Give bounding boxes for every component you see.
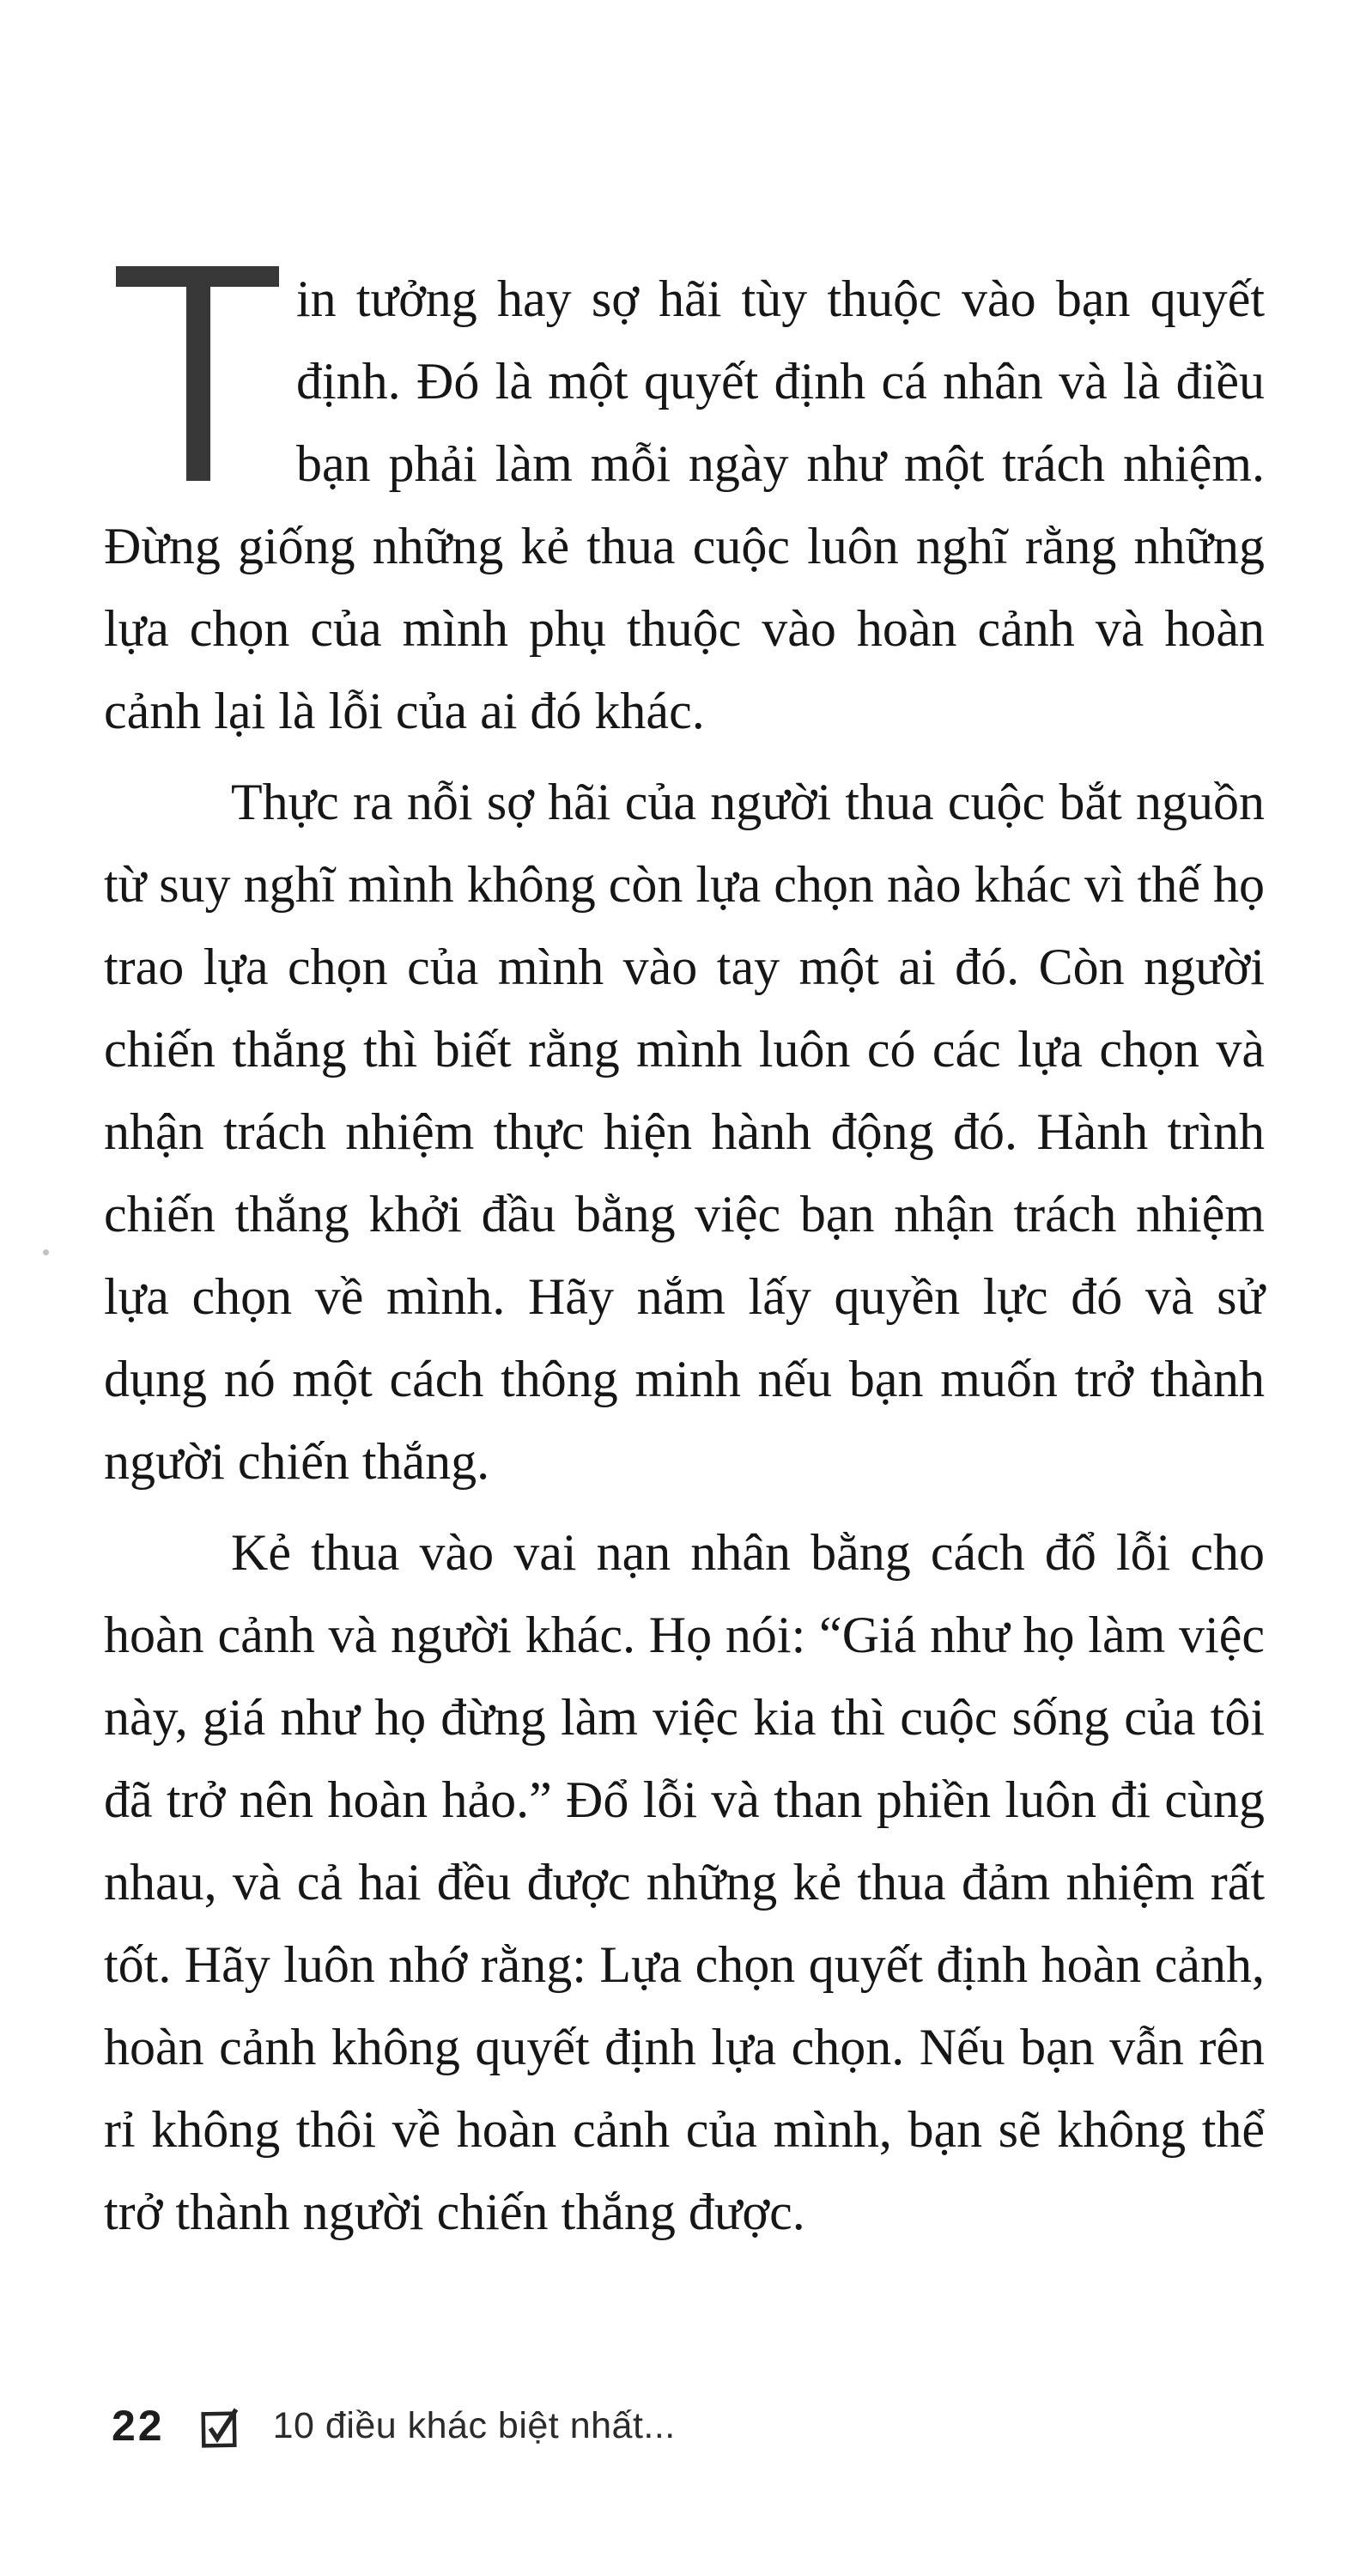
book-title: 10 điều khác biệt nhất... — [272, 2404, 676, 2446]
drop-cap-T — [116, 266, 284, 488]
drop-cap-crossbar — [116, 266, 279, 287]
scan-speck — [43, 1249, 49, 1255]
paragraph-1 — [104, 258, 1265, 752]
paragraph-2: Thực ra nỗi sợ hãi của người thua cuộc bắt nguồn từ suy nghĩ mình không còn lựa chọn nào khác vì thế họ trao lựa chọn của mình vào tay một ai đó. Còn người chiến thắng thì biết rằng mình luôn có các lựa chọn và nhận trách nhiệm thực hiện hành động đó. Hành trình chiến thắng khởi đầu bằng việc bạn nhận trách nhiệm lựa chọn về mình. Hãy nắm lấy quyền lực đó và sử dụng nó một cách thông minh nếu bạn muốn trở thành người chiến thắng. — [104, 774, 1265, 1490]
page-body — [104, 258, 1265, 2253]
page-footer — [112, 2401, 676, 2451]
paragraph-1-text: in tưởng hay sợ hãi tùy thuộc vào bạn quyết định. Đó là một quyết định cá nhân và là điều bạn phải làm mỗi ngày như một trách nhiệm. Đừng giống những kẻ thua cuộc luôn nghĩ rằng những lựa chọn của mình phụ thuộc vào hoàn cảnh và hoàn cảnh lại là lỗi của ai đó khác. — [104, 270, 1265, 739]
paragraph-3: Kẻ thua vào vai nạn nhân bằng cách đổ lỗi cho hoàn cảnh và người khác. Họ nói: “Giá như họ làm việc này, giá như họ đừng làm việc kia thì cuộc sống của tôi đã trở nên hoàn hảo.” Đổ lỗi và than phiền luôn đi cùng nhau, và cả hai đều được những kẻ thua đảm nhiệm rất tốt. Hãy luôn nhớ rằng: Lựa chọn quyết định hoàn cảnh, hoàn cảnh không quyết định lựa chọn. Nếu bạn vẫn rên rỉ không thôi về hoàn cảnh của mình, bạn sẽ không thể trở thành người chiến thắng được. — [104, 1524, 1265, 2240]
page-number: 22 — [112, 2402, 165, 2450]
drop-cap-stem — [186, 287, 210, 481]
checked-checkbox-icon — [201, 2403, 240, 2449]
